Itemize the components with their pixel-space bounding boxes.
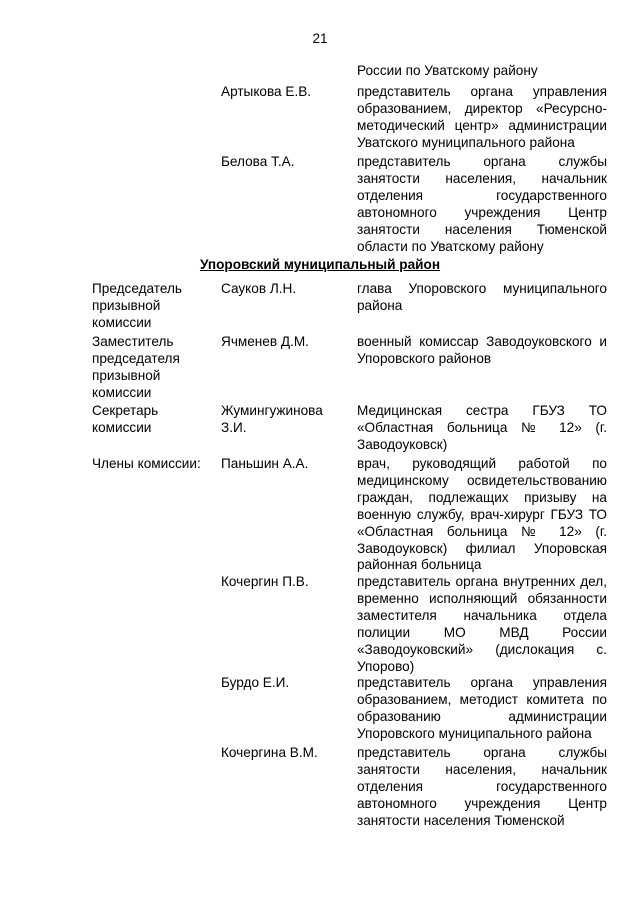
- member-role: Председатель призывной комиссии: [92, 281, 182, 330]
- member-description: представитель органа управления образованием, директор «Ресурсно-методический центр» администрации Уватского муниципального района: [357, 84, 607, 150]
- member-name: Жумингужинова З.И.: [221, 403, 323, 435]
- section-title: Упоровский муниципальный район: [199, 257, 441, 272]
- member-description: военный комиссар Заводоуковского и Упоровского районов: [357, 334, 607, 366]
- member-name: Сауков Л.Н.: [221, 281, 297, 296]
- member-name: Паньшин А.А.: [221, 456, 309, 471]
- member-name: Кочергина В.М.: [221, 745, 318, 760]
- member-role: Секретарь комиссии: [92, 403, 159, 435]
- member-description: представитель органа внутренних дел, временно исполняющий обязанности заместителя начальника отдела полиции МО МВД России «Заводоуковский» (дислокация с. Упорово): [357, 574, 607, 674]
- member-name: Бурдо Е.И.: [221, 675, 290, 690]
- member-description: России по Уватскому району: [357, 63, 538, 78]
- member-description: глава Упоровского муниципального района: [357, 281, 607, 313]
- page-number: 21: [312, 31, 328, 46]
- member-role: Заместитель председателя призывной комиссии: [92, 334, 180, 400]
- member-description: представитель органа службы занятости населения, начальник отделения государственного автономного учреждения Центр занятости населения Тюменской области по Уватскому району: [357, 154, 607, 254]
- member-description: представитель органа управления образованием, методист комитета по образованию администрации Упоровского муниципального района: [357, 675, 607, 741]
- member-description: врач, руководящий работой по медицинскому освидетельствованию граждан, подлежащих призыву на военную службу, врач-хирург ГБУЗ ТО «Областная больница № 12» (г. Заводоуковск) филиал Упоровская районная больница: [357, 456, 607, 573]
- member-description: представитель органа службы занятости населения, начальник отделения государственного автономного учреждения Центр занятости населения Тюменской: [357, 745, 607, 828]
- member-name: Белова Т.А.: [221, 154, 295, 169]
- member-name: Ячменев Д.М.: [221, 334, 309, 349]
- member-role: Члены комиссии:: [92, 456, 201, 471]
- member-name: Кочергин П.В.: [221, 574, 309, 589]
- member-description: Медицинская сестра ГБУЗ ТО «Областная больница № 12» (г. Заводоуковск): [357, 403, 607, 452]
- member-name: Артыкова Е.В.: [221, 84, 312, 99]
